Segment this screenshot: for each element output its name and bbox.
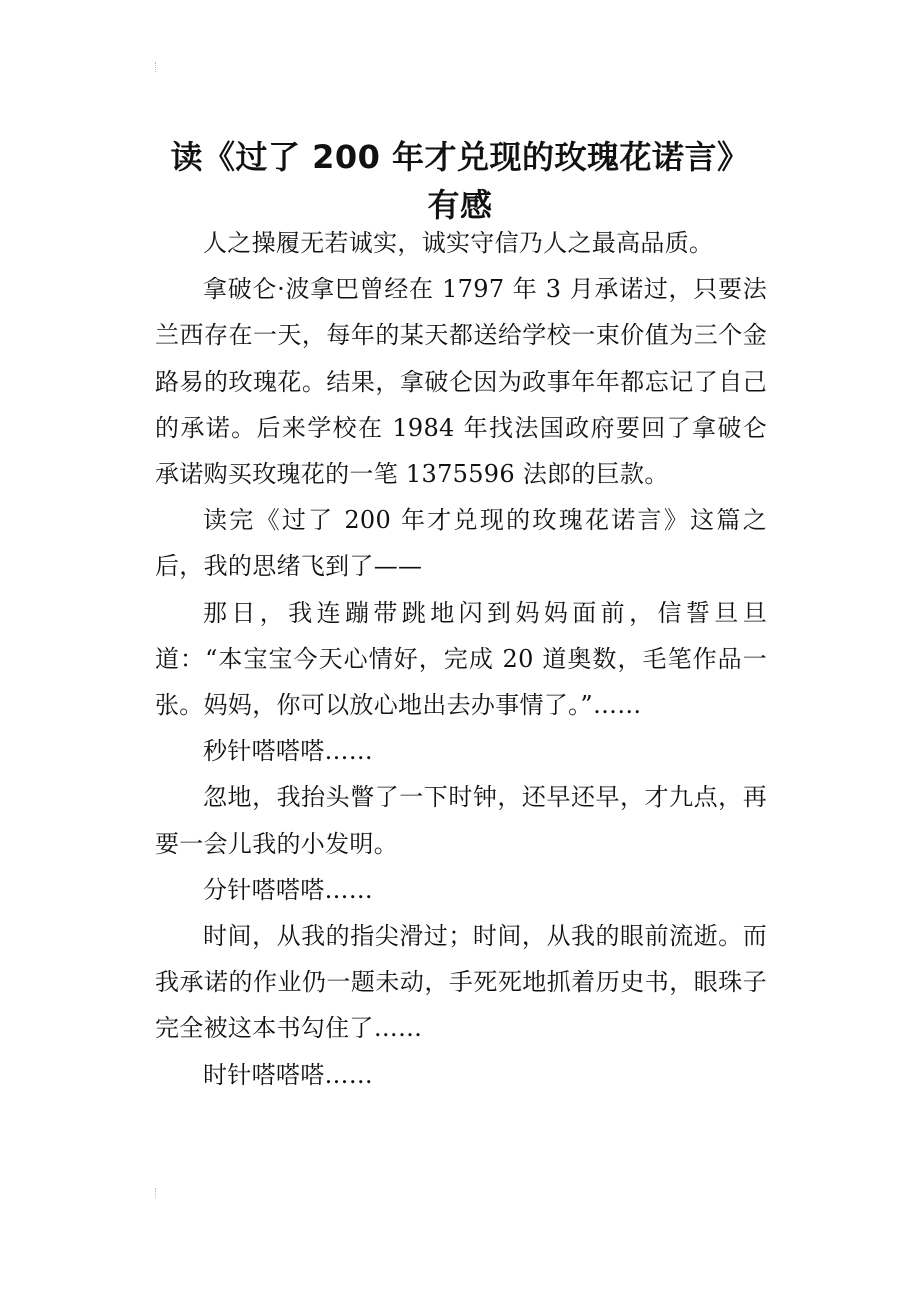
paragraph: 时针嗒嗒嗒…… <box>203 1060 374 1089</box>
paragraph: 时间，从我的指尖滑过；时间，从我的眼前流逝。而我承诺的作业仍一题未动，手死死地抓着历史书，眼珠子完全被这本书勾住了…… <box>155 922 767 1043</box>
document-title <box>110 133 810 229</box>
paragraph: 读完《过了 200 年才兑现的玫瑰花诺言》这篇之后，我的思绪飞到了—— <box>155 506 767 581</box>
document-body <box>155 220 767 1098</box>
paragraph: 忽地，我抬头瞥了一下时钟，还早还早，才九点，再要一会儿我的小发明。 <box>155 783 767 858</box>
paragraph: 分针嗒嗒嗒…… <box>203 875 374 904</box>
paragraph: 秒针嗒嗒嗒…… <box>203 737 374 766</box>
paragraph: 拿破仑·波拿巴曾经在 1797 年 3 月承诺过，只要法兰西存在一天，每年的某天都送给学校一束价值为三个金路易的玫瑰花。结果，拿破仑因为政事年年都忘记了自己的承诺。后来学校在 1984 年找法国政府要回了拿破仑承诺购买玫瑰花的一笔 1375596 法郎的巨款。 <box>155 275 767 489</box>
paragraph: 那日，我连蹦带跳地闪到妈妈面前，信誓旦旦道：“本宝宝今天心情好，完成 20 道奥数，毛笔作品一张。妈妈，你可以放心地出去办事情了。”…… <box>155 598 767 720</box>
title-line: 读《过了 200 年才兑现的玫瑰花诺言》 <box>170 138 750 177</box>
page-corner-mark <box>145 1188 156 1198</box>
paragraph: 人之操履无若诚实，诚实守信乃人之最高品质。 <box>203 229 714 257</box>
title-line: 有感 <box>427 186 493 225</box>
page-corner-mark <box>145 62 156 72</box>
